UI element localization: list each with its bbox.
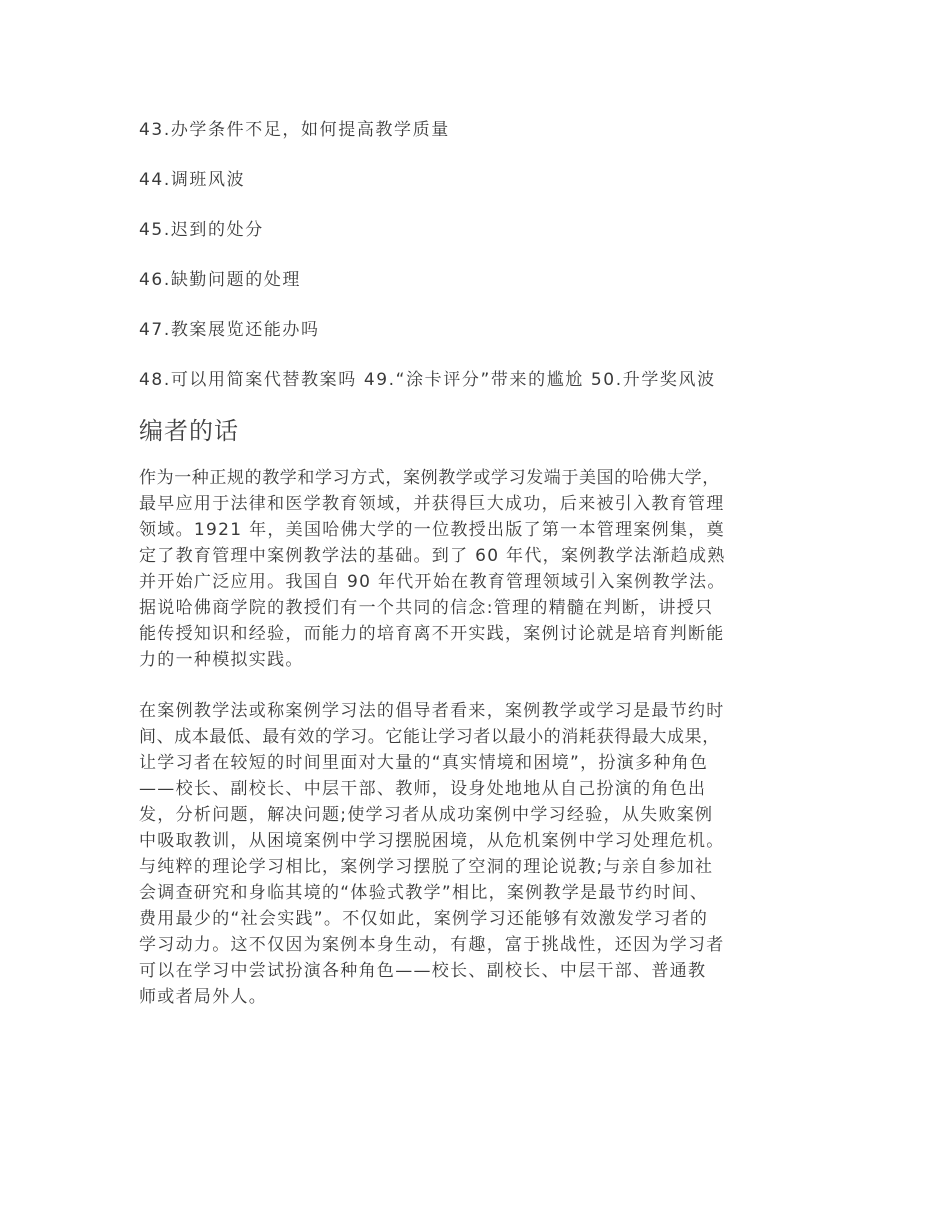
- paragraph-line: 间、成本最低、最有效的学习。它能让学习者以最小的消耗获得最大成果，: [139, 727, 720, 747]
- paragraph-2: [139, 698, 829, 1010]
- paragraph-line: 能传授知识和经验，而能力的培育离不开实践，案例讨论就是培育判断能: [139, 624, 725, 644]
- paragraph-line: 师或者局外人。: [139, 987, 268, 1007]
- paragraph-line: 会调查研究和身临其境的“体验式教学”相比，案例教学是最节约时间、: [139, 883, 709, 903]
- paragraph-line: 中吸取教训，从困境案例中学习摆脱困境，从危机案例中学习处理危机。: [139, 831, 725, 851]
- paragraph-line: 定了教育管理中案例教学法的基础。到了 60 年代，案例教学法渐趋成熟: [139, 546, 726, 566]
- paragraph-line: 与纯粹的理论学习相比，案例学习摆脱了空洞的理论说教;与亲自参加社: [139, 857, 714, 877]
- paragraph-line: 可以在学习中尝试扮演各种角色——校长、副校长、中层干部、普通教: [139, 961, 707, 981]
- section-title: 编者的话: [139, 417, 239, 445]
- paragraph-line: 力的一种模拟实践。: [139, 650, 304, 670]
- toc-item-43: 43.办学条件不足，如何提高教学质量: [139, 120, 450, 140]
- paragraph-line: 在案例教学法或称案例学习法的倡导者看来，案例教学或学习是最节约时: [139, 701, 725, 721]
- toc-item-46: 46.缺勤问题的处理: [139, 270, 302, 290]
- toc-item-45: 45.迟到的处分: [139, 220, 264, 240]
- paragraph-line: 最早应用于法律和医学教育领域，并获得巨大成功，后来被引入教育管理: [139, 494, 725, 514]
- paragraph-line: 并开始广泛应用。我国自 90 年代开始在教育管理领域引入案例教学法。: [139, 572, 726, 592]
- paragraph-line: 作为一种正规的教学和学习方式，案例教学或学习发端于美国的哈佛大学，: [139, 468, 720, 488]
- paragraph-line: 据说哈佛商学院的教授们有一个共同的信念:管理的精髓在判断，讲授只: [139, 598, 714, 618]
- document-page: [139, 117, 829, 1010]
- paragraph-line: 让学习者在较短的时间里面对大量的“真实情境和困境”，扮演多种角色: [139, 753, 709, 773]
- toc-item-48-50: 48.可以用简案代替教案吗 49.“涂卡评分”带来的尴尬 50.升学奖风波: [139, 370, 716, 390]
- paragraph-1: [139, 465, 829, 673]
- paragraph-line: 领域。1921 年，美国哈佛大学的一位教授出版了第一本管理案例集，奠: [139, 520, 725, 540]
- toc-item-44: 44.调班风波: [139, 170, 246, 190]
- paragraph-line: ——校长、副校长、中层干部、教师，设身处地地从自己扮演的角色出: [139, 779, 707, 799]
- paragraph-line: 费用最少的“社会实践”。不仅如此，案例学习还能够有效激发学习者的: [139, 909, 709, 929]
- toc-item-47: 47.教案展览还能办吗: [139, 320, 320, 340]
- paragraph-line: 学习动力。这不仅因为案例本身生动，有趣，富于挑战性，还因为学习者: [139, 935, 725, 955]
- paragraph-line: 发，分析问题，解决问题;使学习者从成功案例中学习经验，从失败案例: [139, 805, 714, 825]
